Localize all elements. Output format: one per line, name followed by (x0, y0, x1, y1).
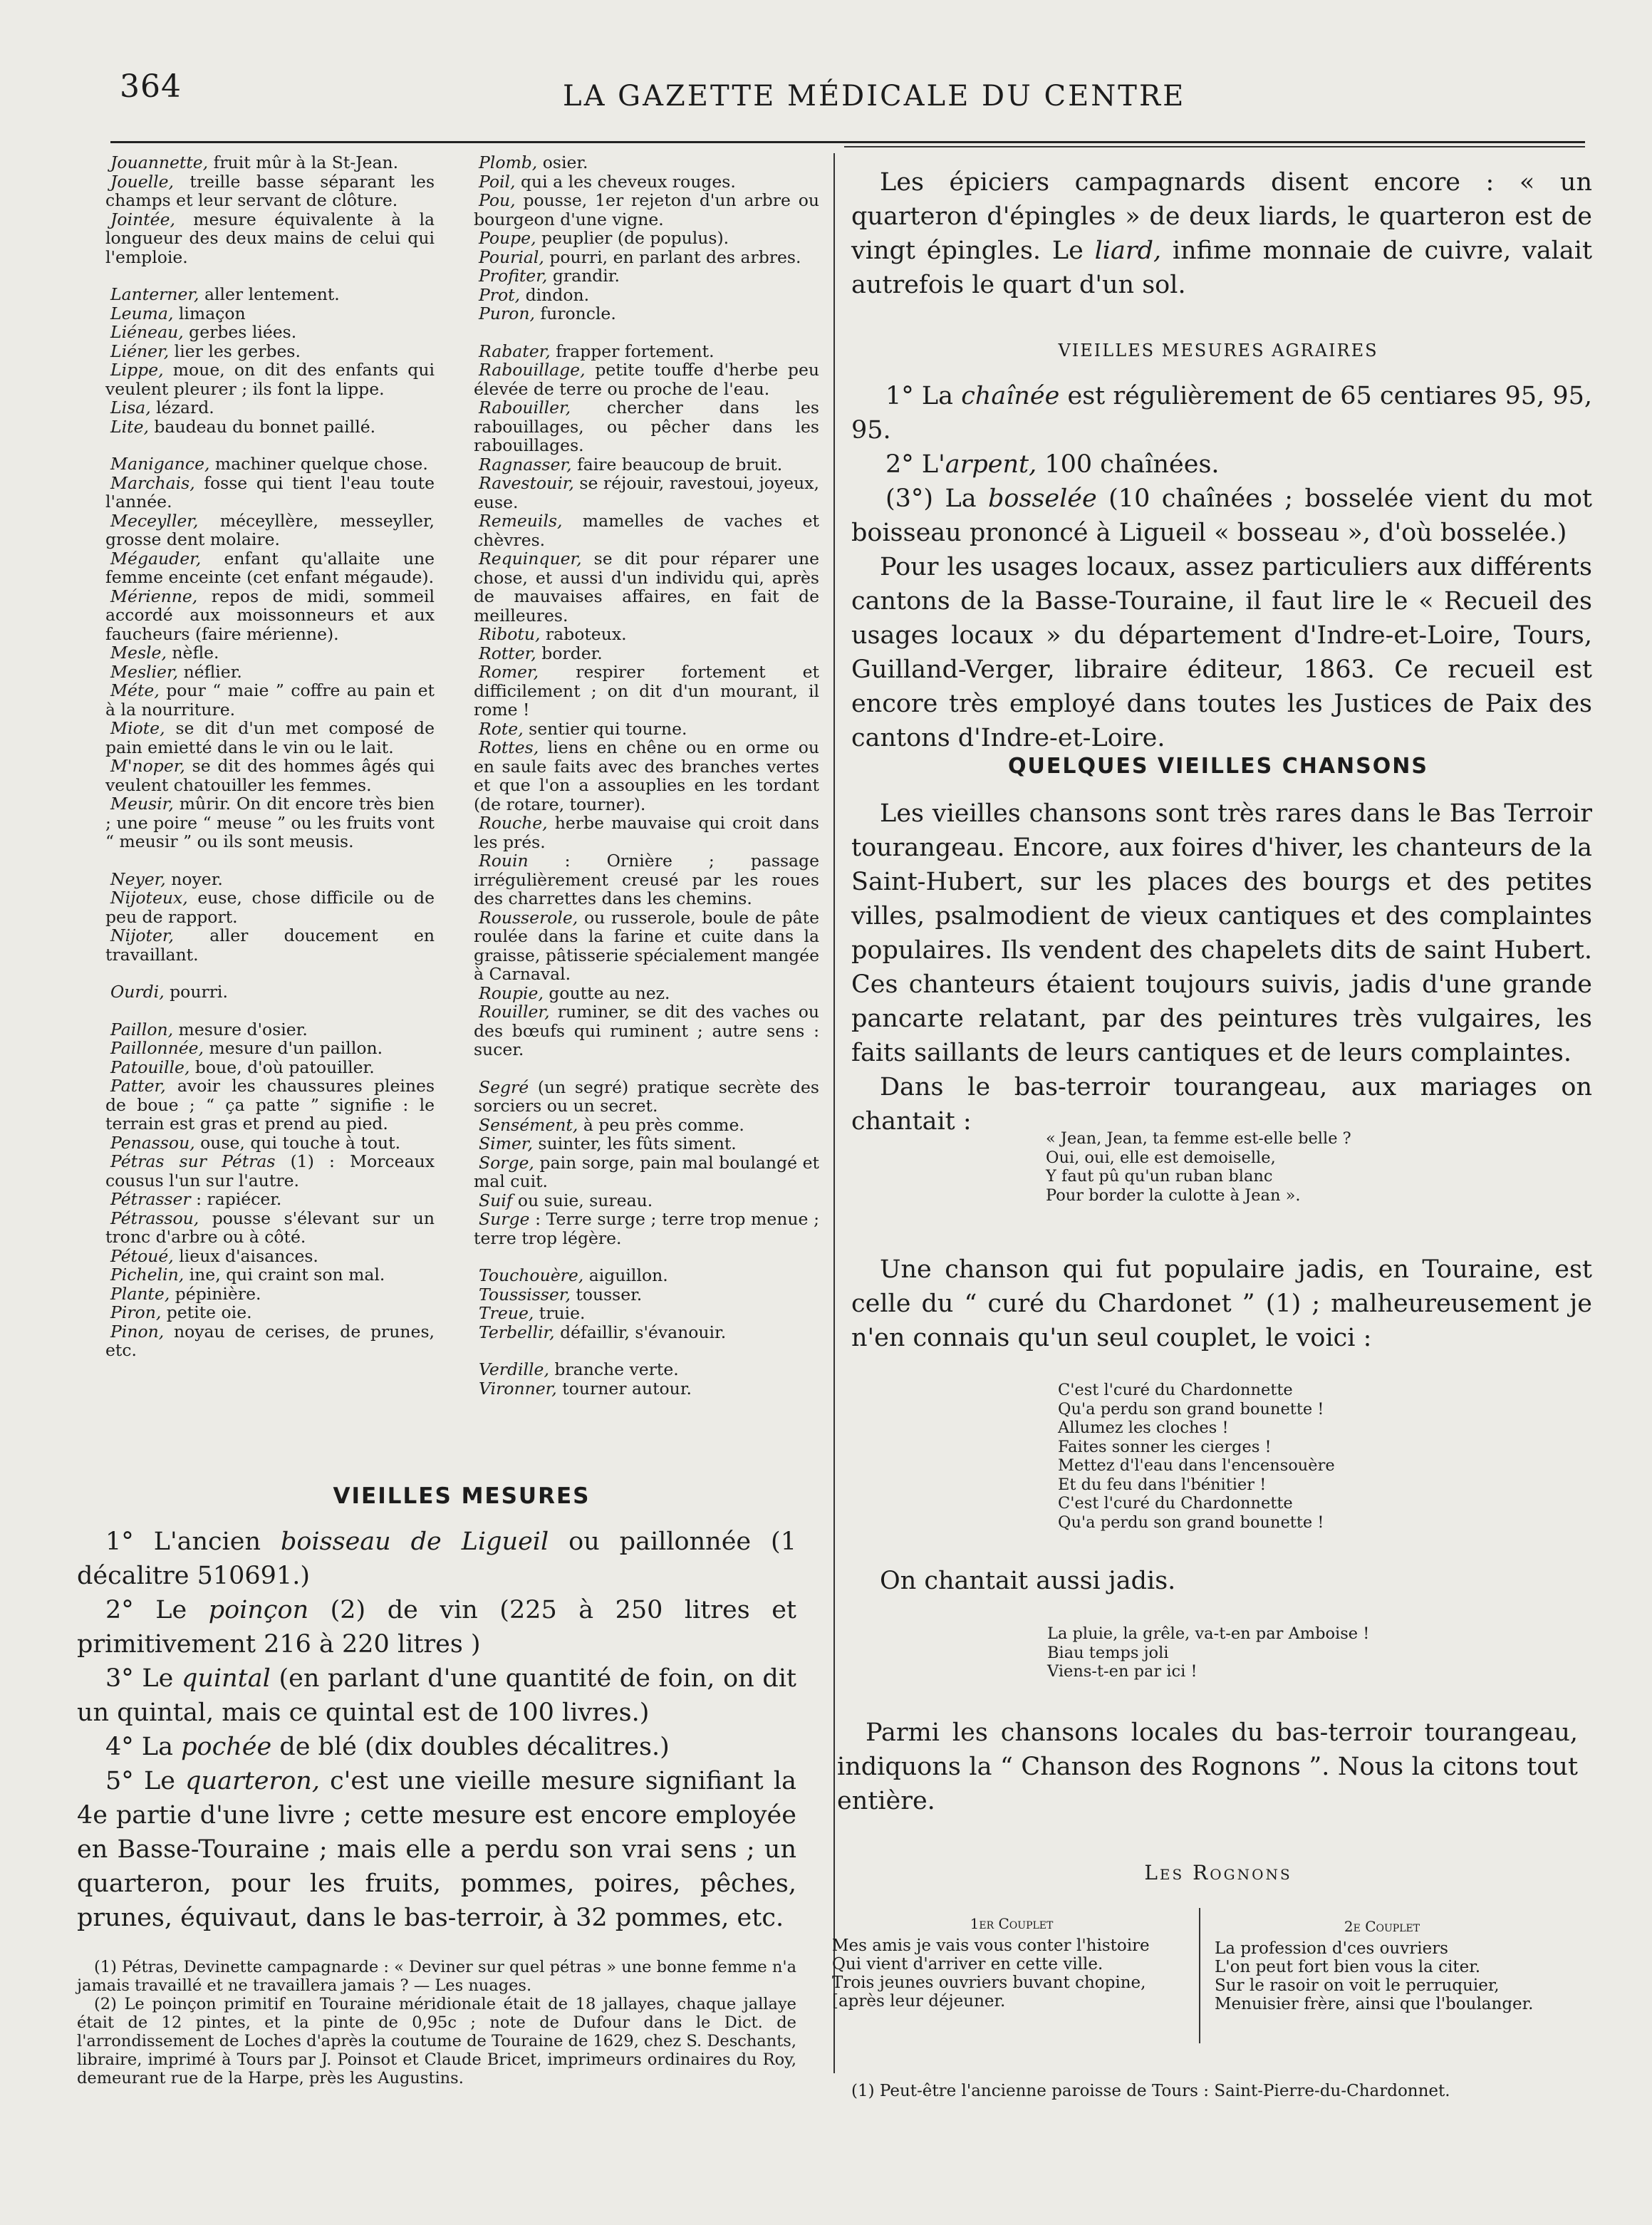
glossary-definition: avoir les chaussures pleines de boue ; “ ça patte ” signifie : le terrain est gras et prend au pied. (105, 1076, 435, 1134)
glossary-entry (105, 1265, 435, 1285)
glossary-entry (474, 361, 819, 398)
glossary-term: Ourdi, (110, 982, 165, 1002)
glossary-term: Jouannette, (110, 152, 209, 172)
glossary-definition: furoncle. (534, 304, 616, 323)
glossary-term: Terbellir, (479, 1322, 555, 1342)
couplet-line: Mes amis je vais vous conter l'histoire (832, 1936, 1150, 1955)
glossary-definition: fruit mûr à la St-Jean. (208, 152, 399, 172)
glossary-entry (105, 1077, 435, 1134)
chansons-paragraph-2: Dans le bas-terroir tourangeau, aux mariages on chantait : (851, 1073, 1592, 1136)
glossary-column-1 (105, 153, 435, 1360)
glossary-term: Paillonnée, (110, 1038, 204, 1058)
mesure-item: 2° Le poinçon (2) de vin (225 à 250 litres et primitivement 216 à 220 litres ) (77, 1596, 796, 1659)
glossary-definition: grandir. (547, 266, 620, 286)
glossary-definition: mûrir. On dit encore très bien ; une poire “ meuse ” ou les fruits vont “ meusir ” ou ils sont meusis. (105, 794, 435, 851)
glossary-term: Sensément, (479, 1114, 578, 1135)
glossary-entry (105, 1285, 435, 1304)
verse-line: Viens-t-en par ici ! (1047, 1662, 1198, 1681)
glossary-entry (105, 304, 435, 323)
glossary-entry (105, 663, 435, 682)
couplet-line: Trois jeunes ouvriers buvant chopine, (832, 1974, 1146, 1992)
glossary-term: Rabater, (479, 341, 551, 361)
glossary-entry (105, 342, 435, 361)
glossary-definition: lieux d'aisances. (173, 1245, 318, 1266)
glossary-definition: mamelles de vaches et chèvres. (474, 511, 819, 550)
glossary-entry (474, 644, 819, 663)
glossary-entry (105, 587, 435, 644)
glossary-definition: : rapiécer. (190, 1189, 282, 1209)
verse-line: Y faut pû qu'un ruban blanc (1046, 1167, 1273, 1186)
glossary-entry (105, 474, 435, 512)
glossary-entry (474, 1134, 819, 1153)
glossary-term: Mérienne, (110, 586, 198, 606)
chansons-body-3 (851, 1564, 1592, 1598)
mesure-item: 4° La pochée de blé (dix doubles décalitres.) (105, 1733, 670, 1761)
glossary-definition: se dit pour réparer une chose, et aussi d'un individu qui, après de mauvaises affaires, en fait de meilleures. (474, 549, 819, 626)
glossary-entry (105, 1020, 435, 1039)
chansons-paragraph-1: Les vieilles chansons sont très rares dans le Bas Terroir tourangeau. Encore, aux foires d'hiver, les chanteurs de la Saint-Hubert, sur les places des bourgs et des petites villes, psalmodient de vieux cantiques et des complaintes populaires. Ils vendent des chapelets dits de saint Hubert. Ces chanteurs étaient toujours suivis, jadis d'une grande pancarte relatant, par des peintures très vulgaires, les faits saillants de leurs cantiques et de leurs complaintes. (851, 799, 1592, 1067)
glossary-term: Leuma, (110, 303, 174, 323)
glossary-definition: gerbes liées. (183, 322, 297, 342)
glossary-definition: lézard. (150, 398, 214, 417)
glossary-term: Pou, (479, 190, 516, 210)
verse-line: C'est l'curé du Chardonnette (1058, 1381, 1293, 1399)
chansons-paragraph-3: Une chanson qui fut populaire jadis, en Touraine, est celle du “ curé du Chardonet ” (1) ; malheureusement je n'en connais qu'un seul couplet, le voici : (851, 1255, 1592, 1352)
glossary-term: Ravestouir, (479, 473, 574, 493)
glossary-term: Surge (479, 1209, 530, 1229)
couplet-1-title: 1er Couplet (970, 1915, 1054, 1932)
glossary-definition: aller lentement. (199, 284, 340, 304)
glossary-term: Pétoué, (110, 1245, 174, 1266)
left-footnotes (77, 1958, 796, 2087)
glossary-definition: lier les gerbes. (169, 341, 301, 361)
glossary-definition: noyer. (165, 868, 223, 889)
glossary-definition: goutte au nez. (543, 982, 670, 1003)
glossary-term: Patouille, (110, 1057, 190, 1077)
glossary-entry (105, 1209, 435, 1247)
glossary-definition: petite oie. (161, 1302, 252, 1322)
glossary-definition: pour “ maie ” coffre au pain et à la nourriture. (105, 680, 435, 720)
chansons-body-4 (837, 1716, 1578, 1818)
glossary-entry (474, 549, 819, 625)
glossary-entry (474, 304, 819, 323)
glossary-entry (474, 153, 819, 172)
glossary-definition: tourner autour. (556, 1378, 692, 1399)
glossary-entry (105, 982, 435, 1002)
header-rule (110, 141, 1585, 143)
glossary-definition: méceyllère, messeyller, grosse dent molaire. (105, 510, 435, 549)
glossary-term: Lippe, (110, 360, 164, 380)
couplet-divider (1199, 1908, 1200, 2043)
glossary-entry (105, 794, 435, 851)
glossary-term: Ragnasser, (479, 454, 572, 474)
glossary-definition: pourri. (164, 982, 228, 1002)
glossary-entry (474, 172, 819, 192)
glossary-term: Liéneau, (110, 322, 184, 342)
glossary-term: Piron, (110, 1302, 162, 1322)
glossary-definition: se dit des hommes âgés qui veulent chatouiller les femmes. (105, 756, 435, 795)
verse-line: « Jean, Jean, ta femme est-elle belle ? (1046, 1129, 1351, 1148)
glossary-term: Plomb, (479, 152, 538, 172)
glossary-term: Verdille, (479, 1359, 549, 1379)
glossary-entry (105, 1039, 435, 1058)
mesure-item: 5° Le quarteron, c'est une vieille mesure signifiant la 4e partie d'une livre ; cette mesure est encore employée en Basse-Touraine ; mais elle a perdu son vrai sens ; un quarteron, pour les fruits, pommes, poires, pêches, prunes, équivaut, dans le bas-terroir, à 32 pommes, etc. (77, 1767, 796, 1932)
glossary-entry (474, 851, 819, 908)
column-divider (833, 153, 835, 2073)
glossary-entry (105, 681, 435, 719)
glossary-definition: ine, qui craint son mal. (184, 1265, 385, 1285)
glossary-entry (105, 512, 435, 549)
glossary-term: Poil, (479, 171, 516, 192)
glossary-entry (474, 1002, 819, 1059)
glossary-definition: nèfle. (166, 643, 219, 663)
glossary-definition: limaçon (173, 303, 246, 323)
glossary-term: Meslier, (110, 661, 179, 682)
glossary-definition: boue, d'où patouiller. (189, 1057, 375, 1077)
glossary-term: Patter, (110, 1076, 166, 1096)
glossary-entry (474, 1285, 819, 1305)
verse-line: Allumez les cloches ! (1058, 1418, 1229, 1437)
glossary-definition: tousser. (570, 1284, 643, 1305)
glossary-term: Rottes, (479, 737, 539, 757)
glossary-definition: machiner quelque chose. (209, 454, 428, 474)
verse-line: Biau temps joli (1047, 1643, 1169, 1662)
verse-line: Pour border la culotte à Jean ». (1046, 1186, 1301, 1205)
glossary-entry (105, 398, 435, 417)
chansons-paragraph-5: Parmi les chansons locales du bas-terroir tourangeau, indiquons la “ Chanson des Rognons ”. Nous la citons tout entière. (837, 1718, 1578, 1815)
glossary-entry (474, 266, 819, 286)
glossary-definition: noyau de cerises, de prunes, etc. (105, 1321, 435, 1360)
couplet-line: L'on peut fort bien vous la citer. (1215, 1958, 1481, 1976)
usages-locaux-paragraph: Pour les usages locaux, assez particuliers aux différents cantons de la Basse-Touraine, il faut lire le « Recueil des usages locaux » du département d'Indre-et-Loire, Tours, Guilland-Verger, libraire éditeur, 1863. Ce recueil est encore très employé dans toutes les Justices de Paix des cantons d'Indre-et-Loire. (851, 553, 1592, 752)
agraire-3: (3°) La bosselée (10 chaînées ; bosselée vient du mot boisseau prononcé à Ligueil « bosseau », d'où bosselée.) (851, 484, 1592, 547)
glossary-definition: petite touffe d'herbe peu élevée de terre ou proche de l'eau. (474, 360, 819, 399)
glossary-definition: : Terre surge ; terre trop menue ; terre trop légère. (474, 1209, 819, 1248)
glossary-entry (105, 643, 435, 663)
glossary-term: Rabouillage, (479, 360, 586, 380)
glossary-term: Méte, (110, 680, 160, 700)
verse-line: C'est l'curé du Chardonnette (1058, 1494, 1293, 1513)
glossary-entry (474, 191, 819, 229)
verse-line: Oui, oui, elle est demoiselle, (1046, 1148, 1276, 1167)
mesure-item: 1° L'ancien boisseau de Ligueil ou paillonnée (1 décalitre 510691.) (77, 1528, 796, 1590)
glossary-entry (474, 286, 819, 305)
glossary-term: M'noper, (110, 756, 185, 776)
glossary-term: Toussisser, (479, 1284, 571, 1305)
glossary-definition: défaillir, s'évanouir. (554, 1322, 727, 1342)
glossary-entry (474, 1323, 819, 1342)
glossary-term: Rouche, (479, 813, 548, 833)
glossary-definition: ou suie, sureau. (512, 1190, 653, 1210)
glossary-term: Pétrasser (110, 1189, 191, 1209)
glossary-definition: pousse, 1er rejeton d'un arbre ou bourgeon d'une vigne. (474, 190, 819, 229)
glossary-entry (474, 398, 819, 455)
glossary-entry (105, 455, 435, 474)
couplet-1 (832, 1936, 1195, 2011)
rognons-title: Les Rognons (1144, 1861, 1292, 1884)
verse-jean (1046, 1129, 1445, 1205)
glossary-entry (105, 323, 435, 342)
right-footnote: (1) Peut-être l'ancienne paroisse de Tours : Saint-Pierre-du-Chardonnet. (851, 2082, 1450, 2100)
glossary-column-2 (474, 153, 819, 1398)
glossary-definition: à peu près comme. (578, 1114, 744, 1135)
glossary-definition: moue, on dit des enfants qui veulent pleurer ; ils font la lippe. (105, 360, 435, 399)
verse-line: Qu'a perdu son grand bounette ! (1058, 1513, 1324, 1532)
chansons-body-2 (851, 1252, 1592, 1355)
glossary-term: Manigance, (110, 454, 210, 474)
mesures-agraires-title: VIEILLES MESURES AGRAIRES (1058, 341, 1378, 361)
couplet-line: [après leur déjeuner. (832, 1992, 1006, 2011)
glossary-definition: : Ornière ; passage irrégulièrement creusé par les roues des charrettes dans les chemins. (474, 851, 819, 908)
glossary-definition: enfant qu'allaite une femme enceinte (cet enfant mégaude). (105, 548, 435, 587)
glossary-definition: (1) : Morceaux cousus l'un sur l'autre. (105, 1151, 435, 1191)
glossary-term: Roupie, (479, 982, 544, 1003)
glossary-term: Profiter, (479, 266, 548, 286)
agraire-2: 2° L'arpent, 100 chaînées. (885, 450, 1220, 479)
glossary-entry (474, 1078, 819, 1116)
glossary-definition: sentier qui tourne. (523, 718, 687, 739)
glossary-term: Miote, (110, 718, 165, 738)
glossary-entry (474, 1379, 819, 1399)
glossary-term: Rouin (479, 851, 529, 871)
verse-chardonnette (1058, 1381, 1457, 1532)
glossary-definition: pousse s'élevant sur un tronc d'arbre ou à côté. (105, 1208, 435, 1247)
glossary-definition: ruminer, se dit des vaches ou des bœufs qui ruminent ; autre sens : sucer. (474, 1002, 819, 1059)
glossary-term: Pétrassou, (110, 1208, 199, 1228)
glossary-definition: chercher dans les rabouillages, ou pêcher dans les rabouillages. (474, 398, 819, 455)
verse-line: Et du feu dans l'bénitier ! (1058, 1475, 1267, 1494)
glossary-term: Rote, (479, 718, 524, 739)
glossary-entry (105, 1322, 435, 1360)
glossary-term: Remeuils, (479, 511, 563, 531)
glossary-term: Rabouiller, (479, 398, 571, 417)
couplet-2-title: 2e Couplet (1344, 1918, 1420, 1935)
glossary-entry (474, 1191, 819, 1210)
right-intro (851, 165, 1592, 302)
verse-line: Qu'a perdu son grand bounette ! (1058, 1399, 1324, 1418)
couplet-line: Qui vient d'arriver en cette ville. (832, 1955, 1103, 1974)
glossary-definition: aller doucement en travaillant. (105, 925, 435, 965)
couplet-line: La profession d'ces ouvriers (1215, 1939, 1448, 1958)
glossary-definition: pain sorge, pain mal boulangé et mal cuit. (474, 1152, 819, 1191)
couplet-2 (1215, 1939, 1571, 2013)
glossary-definition: ou russerole, boule de pâte roulée dans la farine et cuite dans la graisse, pâtisserie spécialement mangée à Carnaval. (474, 907, 819, 984)
glossary-definition: branche verte. (549, 1359, 679, 1379)
glossary-term: Romer, (479, 662, 539, 682)
glossary-definition: fosse qui tient l'eau toute l'année. (105, 472, 435, 512)
glossary-entry (105, 1303, 435, 1322)
glossary-entry (105, 888, 435, 926)
vieilles-mesures-list (77, 1525, 796, 1935)
glossary-entry (474, 512, 819, 549)
chansons-title: QUELQUES VIEILLES CHANSONS (1008, 754, 1428, 779)
chansons-body-1 (851, 797, 1592, 1139)
glossary-term: Meceyller, (110, 510, 199, 531)
glossary-definition: border. (536, 643, 603, 663)
glossary-term: Mégauder, (110, 548, 202, 569)
glossary-term: Plante, (110, 1283, 170, 1304)
glossary-term: Pourial, (479, 247, 544, 267)
verse-line: Mettez d'l'eau dans l'encensouère (1058, 1456, 1335, 1475)
glossary-term: Rotter, (479, 643, 536, 663)
glossary-term: Nijoter, (110, 925, 174, 945)
glossary-entry (105, 1134, 435, 1153)
header-rule-right (844, 146, 1585, 147)
glossary-term: Nijoteux, (110, 888, 188, 908)
mesure-item: 3° Le quintal (en parlant d'une quantité de foin, on dit un quintal, mais ce quintal est de 100 livres.) (77, 1664, 796, 1727)
glossary-definition: raboteux. (540, 624, 627, 644)
glossary-term: Meusir, (110, 794, 174, 814)
glossary-definition: aiguillon. (583, 1265, 668, 1285)
couplet-line: Menuisier frère, ainsi que l'boulanger. (1215, 1995, 1534, 2013)
glossary-entry (105, 1247, 435, 1266)
glossary-entry (474, 342, 819, 361)
glossary-definition: mesure d'un paillon. (204, 1038, 383, 1058)
glossary-entry (105, 172, 435, 210)
glossary-entry (474, 908, 819, 984)
glossary-term: Paillon, (110, 1019, 174, 1039)
glossary-definition: ouse, qui touche à tout. (194, 1132, 401, 1153)
glossary-term: Jouelle, (110, 171, 175, 192)
couplet-line: Sur le rasoir on voit le perruquier, (1215, 1976, 1500, 1995)
verse-line: Faites sonner les cierges ! (1058, 1437, 1272, 1456)
glossary-entry (474, 1210, 819, 1248)
glossary-term: Puron, (479, 304, 535, 323)
glossary-entry (105, 926, 435, 964)
glossary-term: Jointée, (110, 209, 175, 229)
glossary-term: Neyer, (110, 868, 166, 889)
glossary-term: Sorge, (479, 1152, 534, 1173)
glossary-entry (474, 1116, 819, 1135)
glossary-definition: repos de midi, sommeil accordé aux moissonneurs et aux faucheurs (faire mérienne). (105, 586, 435, 644)
glossary-definition: frapper fortement. (550, 341, 715, 361)
glossary-entry (474, 474, 819, 512)
glossary-term: Lisa, (110, 398, 151, 417)
glossary-definition: pépinière. (170, 1283, 261, 1304)
glossary-definition: mesure d'osier. (173, 1019, 308, 1039)
glossary-definition: baudeau du bonnet paillé. (148, 416, 376, 437)
glossary-term: Rouiller, (479, 1002, 550, 1022)
mesures-agraires-body (851, 379, 1592, 755)
glossary-definition: pourri, en parlant des arbres. (544, 247, 801, 267)
glossary-entry (105, 210, 435, 267)
epiciers-paragraph: Les épiciers campagnards disent encore : « un quarteron d'épingles » de deux liards, le quarteron est de vingt épingles. Le liard, infime monnaie de cuivre, valait autrefois le quart d'un sol. (851, 168, 1593, 299)
glossary-term: Touchouère, (479, 1265, 584, 1285)
glossary-term: Ribotu, (479, 624, 541, 644)
footnote-1: (1) Pétras, Devinette campagnarde : « Deviner sur quel pétras » une bonne femme n'a jamais travaillé et ne travaillera jamais ? — Les nuages. (77, 1958, 796, 1995)
glossary-definition: liens en chêne ou en orme ou en saule faits avec des branches vertes et que l'on a assouplies en les tordant (de rotare, tourner). (474, 737, 819, 814)
glossary-term: Pétras sur Pétras (110, 1151, 276, 1171)
glossary-entry (474, 1304, 819, 1323)
glossary-term: Treue, (479, 1303, 534, 1323)
glossary-definition: osier. (537, 152, 588, 172)
glossary-entry (474, 1360, 819, 1379)
glossary-entry (474, 814, 819, 851)
chansons-paragraph-4: On chantait aussi jadis. (880, 1567, 1176, 1595)
page-number: 364 (120, 68, 182, 105)
verse-line: La pluie, la grêle, va-t-en par Amboise ! (1047, 1624, 1370, 1643)
glossary-definition: treille basse séparant les champs et leur servant de clôture. (105, 171, 435, 210)
glossary-entry (474, 229, 819, 248)
glossary-term: Vironner, (479, 1378, 557, 1399)
glossary-definition: truie. (534, 1303, 586, 1323)
footnote-2: (2) Le poinçon primitif en Touraine méridionale était de 18 jallayes, chaque jallaye était de 12 pintes, et la pinte de 0,95c ; note de Dufour dans le Dict. de l'arrondissement de Loches d'après la coutume de Touraine de 1629, chez S. Deschants, libraire, imprimé à Tours par J. Poinsot et Claude Bricet, imprimeurs ordinaires du Roy, demeurant rue de la Harpe, près les Augustins. (77, 1995, 796, 2087)
glossary-entry (105, 1058, 435, 1077)
glossary-entry (474, 625, 819, 644)
glossary-definition: herbe mauvaise qui croit dans les prés. (474, 813, 819, 852)
glossary-definition: se réjouir, ravestoui, joyeux, euse. (474, 473, 819, 512)
glossary-entry (105, 417, 435, 437)
glossary-definition: mesure équivalente à la longueur des deux mains de celui qui l'emploie. (105, 209, 435, 267)
glossary-definition: respirer fortement et difficilement ; on dit d'un mourant, il rome ! (474, 662, 819, 720)
vieilles-mesures-title: VIEILLES MESURES (333, 1483, 591, 1509)
glossary-term: Requinquer, (479, 549, 582, 569)
glossary-definition: néflier. (178, 661, 242, 682)
glossary-entry (474, 1266, 819, 1285)
glossary-entry (105, 549, 435, 587)
glossary-term: Segré (479, 1077, 529, 1097)
glossary-entry (105, 1190, 435, 1209)
glossary-term: Lite, (110, 416, 149, 437)
glossary-entry (474, 663, 819, 720)
glossary-entry (474, 720, 819, 739)
glossary-term: Marchais, (110, 472, 195, 493)
glossary-term: Suif (479, 1190, 513, 1210)
glossary-term: Lanterner, (110, 284, 199, 304)
glossary-definition: faire beaucoup de bruit. (571, 454, 783, 474)
glossary-entry (105, 719, 435, 757)
verse-pluie (1047, 1624, 1475, 1681)
glossary-term: Liéner, (110, 341, 170, 361)
glossary-entry (105, 361, 435, 398)
glossary-entry (474, 738, 819, 814)
glossary-term: Rousserole, (479, 907, 578, 928)
glossary-entry (474, 455, 819, 474)
glossary-definition: euse, chose difficile ou de peu de rapport. (105, 888, 435, 927)
glossary-entry (105, 153, 435, 172)
glossary-definition: peuplier (de populus). (536, 228, 729, 248)
glossary-entry (474, 984, 819, 1003)
agraire-1: 1° La chaînée est régulièrement de 65 centiares 95, 95, 95. (851, 382, 1592, 445)
glossary-term: Mesle, (110, 643, 167, 663)
glossary-definition: (un segré) pratique secrète des sorciers ou un secret. (474, 1077, 819, 1116)
glossary-term: Pichelin, (110, 1265, 185, 1285)
glossary-term: Penassou, (110, 1132, 195, 1153)
glossary-entry (105, 757, 435, 794)
glossary-entry (474, 1153, 819, 1191)
glossary-entry (105, 285, 435, 304)
glossary-definition: se dit d'un met composé de pain emietté dans le vin ou le lait. (105, 718, 435, 757)
glossary-term: Simer, (479, 1134, 533, 1153)
glossary-entry (105, 1152, 435, 1190)
glossary-definition: suinter, les fûts siment. (532, 1134, 737, 1153)
glossary-term: Prot, (479, 284, 521, 305)
glossary-entry (105, 870, 435, 889)
journal-title: LA GAZETTE MÉDICALE DU CENTRE (563, 80, 1186, 113)
glossary-definition: qui a les cheveux rouges. (515, 171, 736, 192)
glossary-term: Poupe, (479, 228, 536, 248)
glossary-entry (474, 248, 819, 267)
glossary-definition: dindon. (520, 284, 590, 305)
glossary-term: Pinon, (110, 1321, 165, 1342)
